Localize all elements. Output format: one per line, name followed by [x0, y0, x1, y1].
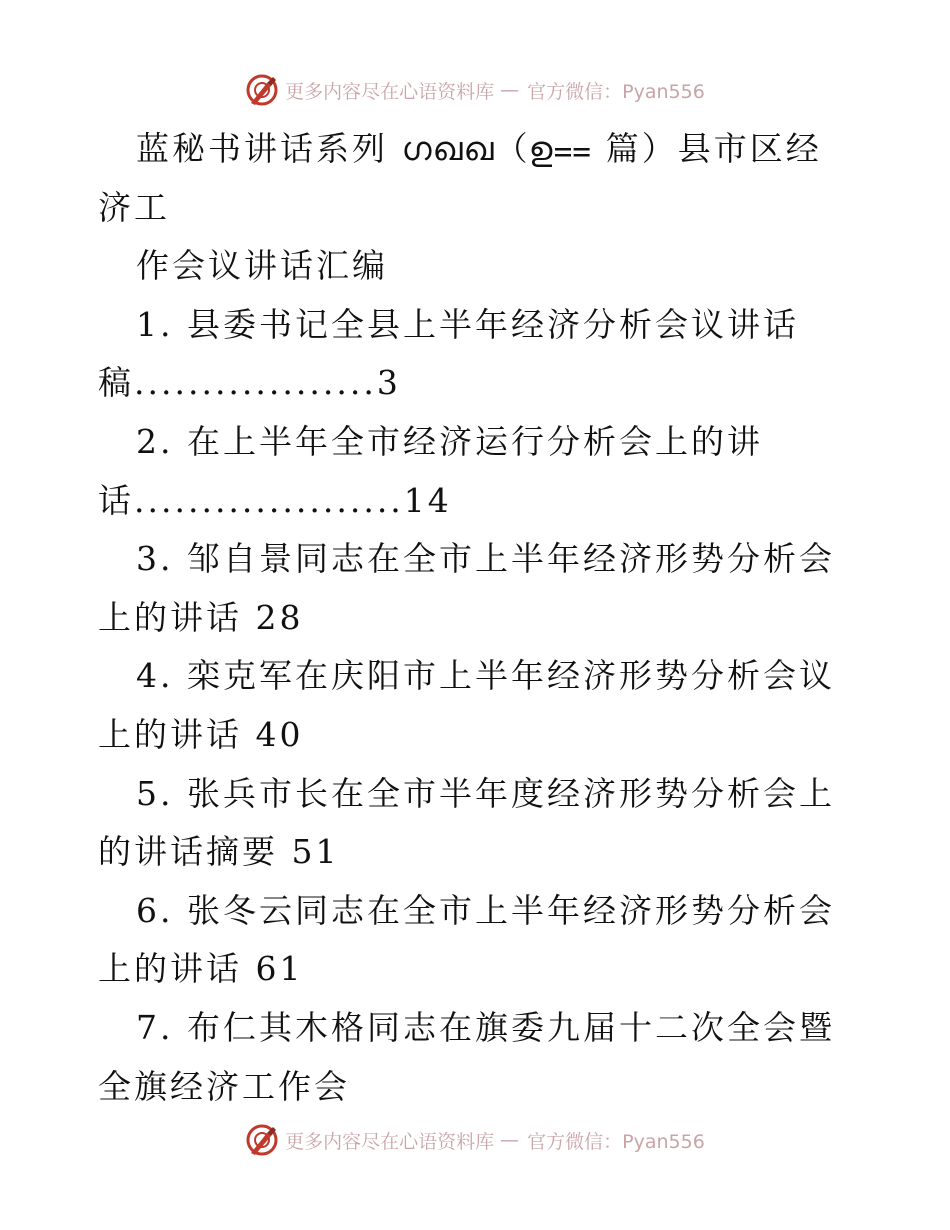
- logo-icon: [245, 1123, 279, 1157]
- header-watermark: [0, 70, 950, 110]
- watermark-dash: —: [500, 1129, 520, 1151]
- footer-watermark: [0, 1120, 950, 1160]
- document-subtitle: 作会议讲话汇编: [136, 246, 388, 286]
- document-body: [98, 120, 838, 1116]
- toc-item-7: 7. 布仁其木格同志在旗委九届十二次全会暨全旗经济工作会: [98, 1007, 835, 1106]
- watermark-dash: —: [500, 79, 520, 101]
- title-prefix: 蓝秘书讲话系列: [136, 129, 388, 168]
- title-suffix: 篇）县市区经济工: [98, 129, 822, 227]
- toc-item-3: 3. 邹自景同志在全市上半年经济形势分析会上的讲话 28: [98, 539, 835, 637]
- toc-item-2: 2. 在上半年全市经济运行分析会上的讲话....................14: [98, 421, 763, 520]
- watermark-wechat-text: 官方微信：Pyan556: [527, 1130, 705, 1153]
- toc-item-1: 1. 县委书记全县上半年经济分析会议讲话稿..................3: [98, 304, 799, 403]
- watermark-wechat-text: 官方微信：Pyan556: [527, 80, 705, 103]
- document-title: [98, 120, 838, 237]
- watermark-main-text: 更多内容尽在心语资料库: [285, 80, 495, 103]
- toc-item-4: 4. 栾克军在庆阳市上半年经济形势分析会议上的讲话 40: [98, 656, 835, 754]
- toc-item-6: 6. 张冬云同志在全市上半年经济形势分析会上的讲话 61: [98, 890, 835, 989]
- watermark-main-text: 更多内容尽在心语资料库: [285, 1130, 495, 1153]
- logo-icon: [245, 73, 279, 107]
- toc-item-5: 5. 张兵市长在全市半年度经济形势分析会上的讲话摘要 51: [98, 773, 835, 872]
- title-glyphs: ഗഖഖ（ഉ⩵: [401, 129, 593, 168]
